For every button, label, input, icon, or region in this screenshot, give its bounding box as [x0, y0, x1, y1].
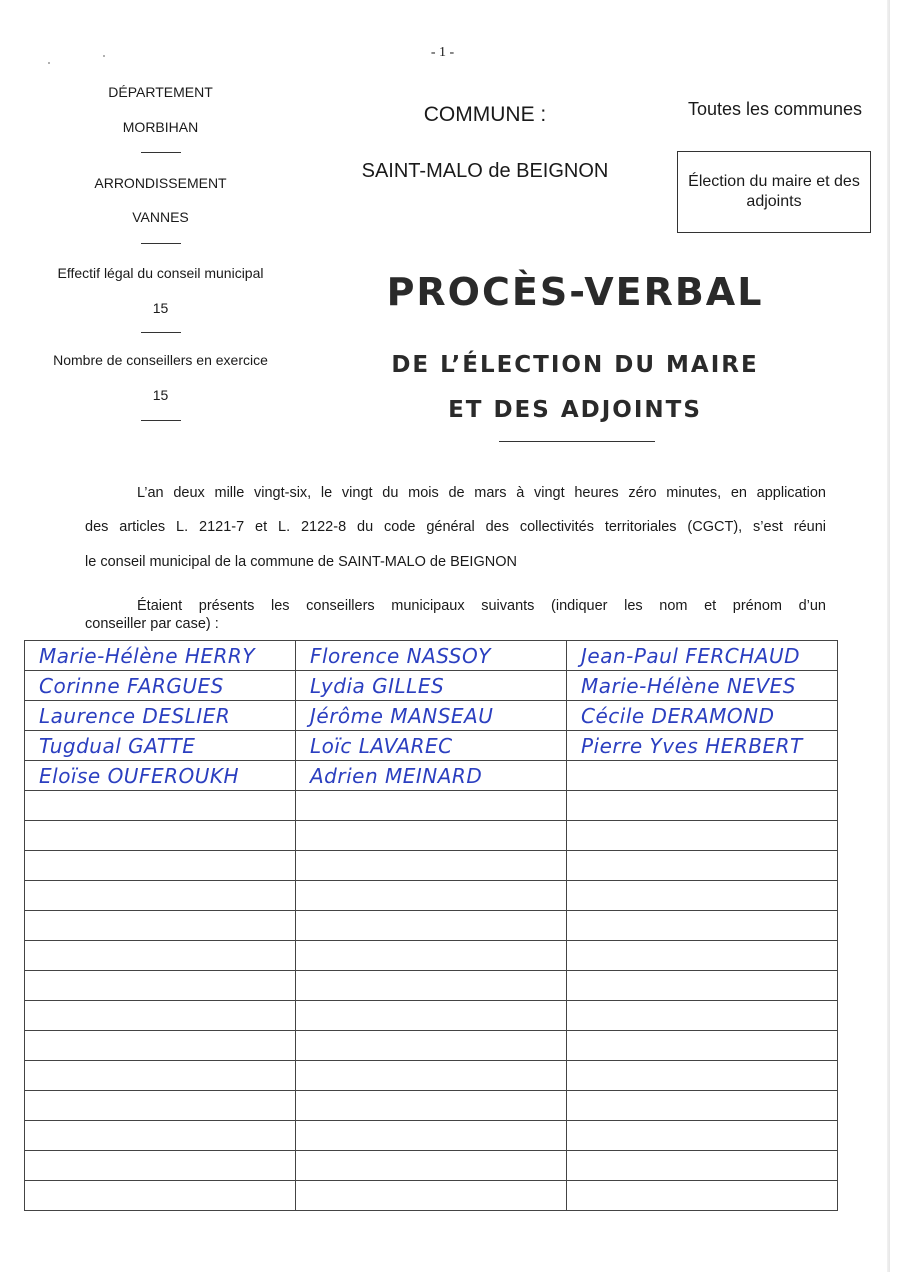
document-subtitle-line1: DE L’ÉLECTION DU MAIRE	[391, 352, 759, 378]
table-row	[25, 1151, 838, 1181]
table-row	[25, 941, 838, 971]
table-row	[25, 911, 838, 941]
councillor-cell: Loïc LAVAREC	[296, 731, 567, 761]
departement-value: MORBIHAN	[122, 119, 199, 135]
councillor-cell	[567, 1031, 838, 1061]
councillor-cell	[25, 881, 296, 911]
councillor-cell	[296, 1181, 567, 1211]
councillor-cell	[296, 1121, 567, 1151]
departement-label: DÉPARTEMENT	[108, 84, 213, 100]
councillor-cell	[567, 851, 838, 881]
councillor-cell: Cécile DERAMOND	[567, 701, 838, 731]
councillor-cell	[296, 971, 567, 1001]
councillor-cell	[567, 1181, 838, 1211]
councillor-cell: Corinne FARGUES	[25, 671, 296, 701]
councillor-cell	[296, 1151, 567, 1181]
intro-line-2: des articles L. 2121-7 et L. 2122-8 du code général des collectivités territoriales (CGCT), s’est réuni	[85, 519, 826, 535]
table-row	[25, 671, 838, 701]
councillor-cell	[296, 791, 567, 821]
councillor-cell	[25, 1001, 296, 1031]
effectif-label: Effectif légal du conseil municipal	[57, 265, 264, 281]
councillor-cell	[567, 881, 838, 911]
scope-text: Toutes les communes	[687, 99, 863, 119]
councillor-cell: Pierre Yves HERBERT	[567, 731, 838, 761]
table-row	[25, 701, 838, 731]
councillor-cell	[25, 941, 296, 971]
table-row	[25, 791, 838, 821]
commune-name: SAINT-MALO de BEIGNON	[361, 160, 609, 182]
councillor-cell	[25, 1121, 296, 1151]
councillor-cell	[296, 1031, 567, 1061]
table-row	[25, 1091, 838, 1121]
councillor-cell	[567, 911, 838, 941]
councillor-cell	[567, 1001, 838, 1031]
exercice-value: 15	[152, 387, 169, 403]
councillor-cell	[567, 1061, 838, 1091]
councillor-cell	[567, 761, 838, 791]
councillor-cell: Eloïse OUFEROUKH	[25, 761, 296, 791]
intro-line-1: L’an deux mille vingt-six, le vingt du mois de mars à vingt heures zéro minutes, en application	[137, 485, 826, 501]
councillor-cell: Laurence DESLIER	[25, 701, 296, 731]
table-row	[25, 1061, 838, 1091]
table-row	[25, 971, 838, 1001]
arrondissement-value: VANNES	[132, 209, 189, 225]
councillor-cell: Lydia GILLES	[296, 671, 567, 701]
councillor-cell	[296, 1091, 567, 1121]
councillor-cell	[25, 1181, 296, 1211]
commune-label: COMMUNE :	[423, 103, 547, 126]
table-row	[25, 1121, 838, 1151]
presents-line-1: Étaient présents les conseillers municipaux suivants (indiquer les nom et prénom d’un	[137, 598, 826, 614]
scope-box-text: Élection du maire et des adjoints	[688, 173, 860, 210]
divider	[141, 420, 181, 421]
councillor-cell	[567, 941, 838, 971]
councillor-cell	[296, 881, 567, 911]
divider	[141, 243, 181, 244]
document-subtitle-line2: ET DES ADJOINTS	[448, 397, 702, 423]
table-row	[25, 761, 838, 791]
intro-line-3: le conseil municipal de la commune de SAINT-MALO de BEIGNON	[85, 554, 517, 570]
divider	[141, 332, 181, 333]
table-row	[25, 1001, 838, 1031]
table-row	[25, 1031, 838, 1061]
divider	[141, 152, 181, 153]
councillor-cell	[25, 1151, 296, 1181]
exercice-label: Nombre de conseillers en exercice	[53, 352, 268, 368]
table-row	[25, 881, 838, 911]
page-number: - 1 -	[430, 45, 455, 60]
councillor-cell	[567, 821, 838, 851]
councillor-cell	[567, 971, 838, 1001]
councillor-cell	[25, 851, 296, 881]
table-row	[25, 731, 838, 761]
councillor-cell	[25, 1031, 296, 1061]
councillor-cell	[296, 941, 567, 971]
councillor-cell	[25, 791, 296, 821]
councillor-cell	[25, 971, 296, 1001]
table-row	[25, 821, 838, 851]
councillor-cell	[296, 1001, 567, 1031]
councillor-cell: Marie-Hélène NEVES	[567, 671, 838, 701]
councillor-cell	[25, 911, 296, 941]
councillor-cell	[296, 851, 567, 881]
councillor-cell: Jérôme MANSEAU	[296, 701, 567, 731]
councillors-table	[24, 640, 838, 1211]
presents-line-2: conseiller par case) :	[85, 616, 219, 632]
councillor-cell	[296, 821, 567, 851]
councillor-cell	[25, 1091, 296, 1121]
councillor-cell: Marie-Hélène HERRY	[25, 641, 296, 671]
councillor-cell	[567, 1121, 838, 1151]
councillor-cell	[25, 1061, 296, 1091]
councillor-cell: Florence NASSOY	[296, 641, 567, 671]
councillor-cell	[567, 791, 838, 821]
scan-edge	[887, 0, 890, 1272]
councillor-cell	[567, 1091, 838, 1121]
table-row	[25, 641, 838, 671]
effectif-value: 15	[152, 300, 169, 316]
councillor-cell: Jean-Paul FERCHAUD	[567, 641, 838, 671]
councillor-cell: Tugdual GATTE	[25, 731, 296, 761]
document-title: PROCÈS-VERBAL	[386, 270, 764, 314]
councillor-cell	[296, 1061, 567, 1091]
arrondissement-label: ARRONDISSEMENT	[94, 175, 227, 191]
councillor-cell	[25, 821, 296, 851]
scan-speck	[48, 62, 50, 64]
councillor-cell: Adrien MEINARD	[296, 761, 567, 791]
councillor-cell	[567, 1151, 838, 1181]
scope-box	[677, 151, 871, 233]
table-row	[25, 1181, 838, 1211]
councillor-cell	[296, 911, 567, 941]
title-divider	[499, 441, 655, 442]
table-row	[25, 851, 838, 881]
